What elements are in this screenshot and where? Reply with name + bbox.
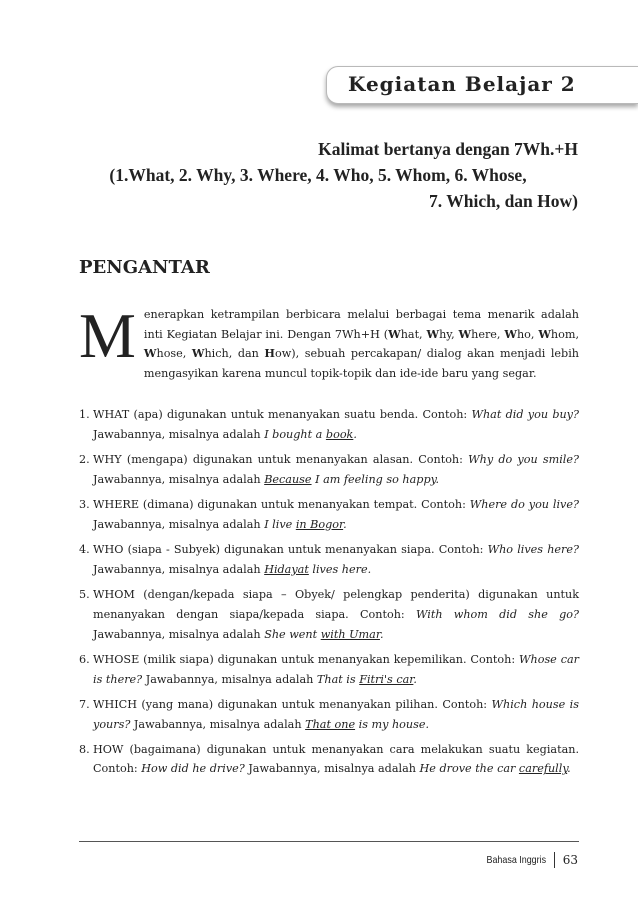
item-description: WHOM (dengan/kepada siapa – Obyek/ pelengkap penderita) digunakan untuk menanyakan dengan siapa/kepada siapa. Contoh:	[93, 587, 579, 621]
example-answer-end: .	[379, 627, 384, 641]
example-answer: She went	[264, 627, 321, 641]
item-number: 5.	[79, 587, 90, 601]
answer-keyword: Fitri's car	[359, 672, 414, 686]
answer-intro: Jawabannya, misalnya adalah	[93, 562, 265, 576]
item-description: WHO (siapa - Subyek) digunakan untuk menanyakan siapa. Contoh:	[93, 542, 488, 556]
example-answer-end: .	[343, 517, 347, 531]
answer-keyword: That one	[305, 717, 356, 731]
answer-keyword: with Umar	[320, 627, 380, 641]
example-answer-end: .	[413, 672, 417, 686]
answer-intro: Jawabannya, misalnya adalah	[93, 427, 265, 441]
footer-rule	[79, 841, 579, 842]
answer-keyword: in Bogor	[295, 517, 344, 531]
example-question: Where do you live?	[469, 497, 580, 511]
list-item	[79, 695, 579, 735]
example-question: Whose car is there?	[93, 652, 579, 686]
item-description: HOW (bagaimana) digunakan untuk menanyakan cara melakukan suatu kegiatan. Contoh:	[93, 742, 579, 776]
example-answer: I live	[264, 517, 296, 531]
example-question: Who lives here?	[487, 542, 580, 556]
chapter-title: Kegiatan Belajar 2	[348, 72, 576, 96]
footer-divider	[554, 852, 555, 868]
intro-paragraph: Menerapkan ketrampilan berbicara melalui berbagai tema menarik adalah inti Kegiatan Belajar ini. Dengan 7Wh+H (What, Why, Where, Who, Whom, Whose, Which, dan How), sebuah percakapan/ dialog akan menjadi lebih mengasyikan karena muncul topik-topik dan ide-ide baru yang segar.	[79, 300, 579, 380]
question-word-list	[79, 405, 579, 785]
section-heading: PENGANTAR	[79, 257, 210, 278]
answer-intro: Jawabannya, misalnya adalah	[93, 472, 265, 486]
list-item	[79, 650, 579, 690]
list-item	[79, 495, 579, 535]
item-description: WHOSE (milik siapa) digunakan untuk menanyakan kepemilikan. Contoh:	[93, 652, 519, 666]
example-question: Why do you smile?	[468, 452, 579, 466]
item-description: WHERE (dimana) digunakan untuk menanyakan tempat. Contoh:	[93, 497, 470, 511]
answer-keyword: carefully	[518, 762, 568, 776]
example-answer: He drove the car	[419, 762, 519, 776]
book-title: Bahasa Inggris	[486, 854, 546, 866]
item-number: 7.	[79, 697, 90, 711]
subtitle-line-3: 7. Which, dan How)	[429, 191, 578, 211]
answer-keyword: Because	[264, 472, 312, 486]
example-answer-end: .	[353, 427, 357, 441]
item-number: 8.	[79, 742, 90, 756]
lesson-subtitle	[58, 136, 578, 214]
subtitle-line-2: (1.What, 2. Why, 3. Where, 4. Who, 5. Whom, 6. Whose,	[109, 165, 527, 185]
example-answer: I bought a	[264, 427, 326, 441]
example-answer-end: .	[567, 762, 571, 776]
example-answer: That is	[316, 672, 360, 686]
list-item	[79, 405, 579, 445]
item-number: 1.	[79, 408, 90, 421]
page-number: 63	[562, 853, 578, 867]
list-item	[79, 540, 579, 580]
answer-intro: Jawabannya, misalnya adalah	[130, 717, 306, 731]
item-description: WHAT (apa) digunakan untuk menanyakan suatu benda. Contoh:	[93, 408, 472, 421]
subtitle-line-1: Kalimat bertanya dengan 7Wh.+H	[318, 139, 578, 159]
list-item	[79, 585, 579, 644]
example-answer-end: lives here.	[308, 562, 372, 576]
example-question: How did he drive?	[141, 762, 245, 776]
item-number: 6.	[79, 652, 90, 666]
item-number: 3.	[79, 497, 90, 511]
item-number: 2.	[79, 452, 90, 466]
drop-cap: M	[79, 300, 136, 371]
example-question: Which house is yours?	[93, 697, 579, 731]
list-item	[79, 740, 579, 780]
example-answer-end: is my house.	[355, 717, 430, 731]
list-item	[79, 450, 579, 490]
answer-keyword: Hidayat	[264, 562, 309, 576]
example-question: What did you buy?	[471, 408, 579, 421]
answer-keyword: book	[325, 427, 354, 441]
item-description: WHY (mengapa) digunakan untuk menanyakan alasan. Contoh:	[93, 452, 469, 466]
item-description: WHICH (yang mana) digunakan untuk menanyakan pilihan. Contoh:	[93, 697, 492, 711]
answer-intro: Jawabannya, misalnya adalah	[93, 627, 265, 641]
item-number: 4.	[79, 542, 90, 556]
example-question: With whom did she go?	[415, 607, 580, 621]
answer-intro: Jawabannya, misalnya adalah	[93, 517, 265, 531]
answer-intro: Jawabannya, misalnya adalah	[142, 672, 317, 686]
answer-intro: Jawabannya, misalnya adalah	[244, 762, 420, 776]
page-footer	[476, 852, 578, 868]
example-answer-end: I am feeling so happy.	[311, 472, 439, 486]
